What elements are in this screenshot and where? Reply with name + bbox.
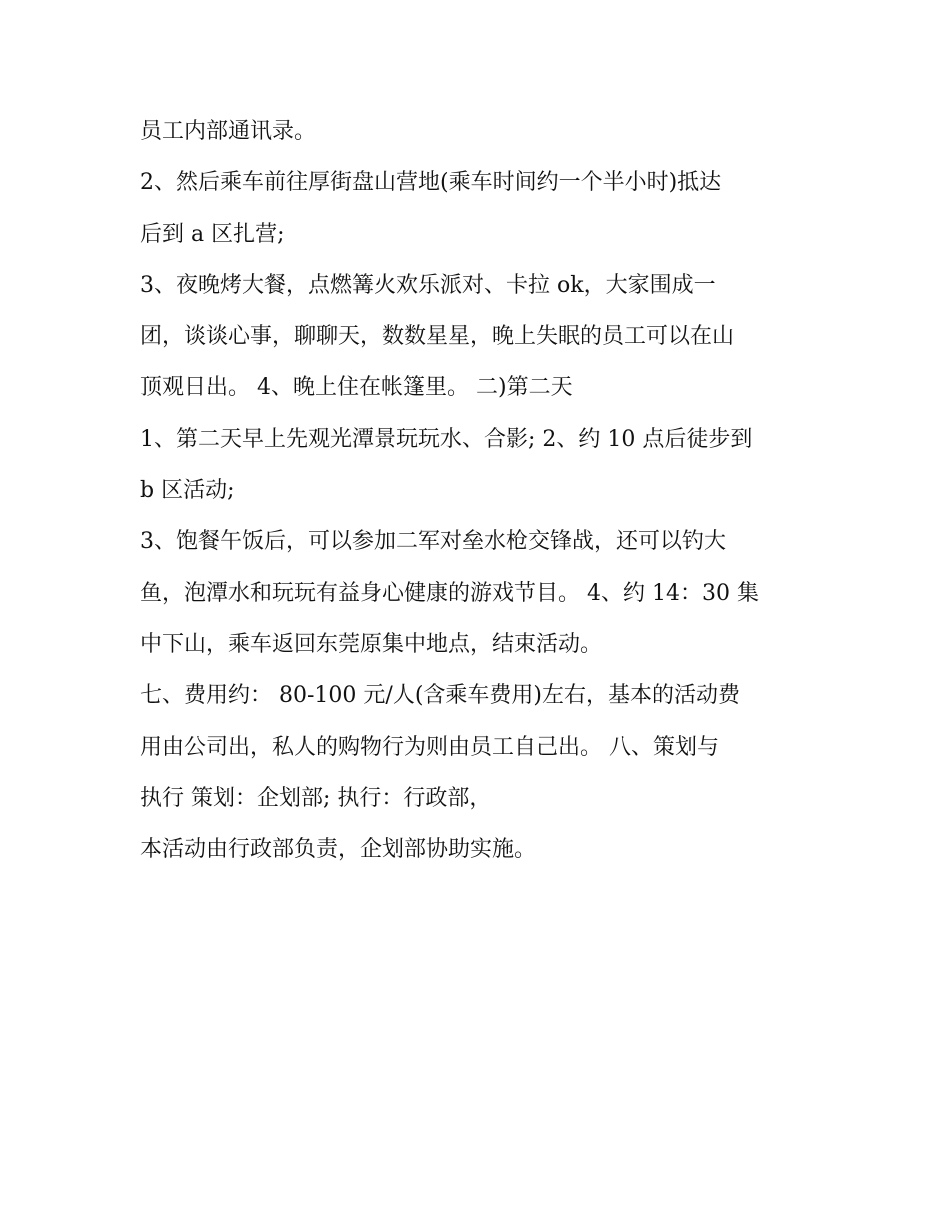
- document-body: [140, 106, 830, 875]
- text-line: 员工内部通讯录。: [140, 119, 317, 144]
- text-line: 七、费用约： 80-100 元/人(含乘车费用)左右，基本的活动费: [140, 683, 740, 709]
- text-line: 3、饱餐午饭后，可以参加二军对垒水枪交锋战，还可以钓大: [140, 529, 726, 555]
- text-line: 3、夜晚烤大餐，点燃篝火欢乐派对、卡拉 ok，大家围成一: [140, 272, 716, 298]
- text-line: b 区活动;: [140, 478, 235, 504]
- text-line: 后到 a 区扎营;: [140, 221, 285, 247]
- text-line: 顶观日出。 4、晚上住在帐篷里。 二)第二天: [140, 375, 573, 401]
- text-line: 用由公司出，私人的购物行为则由员工自己出。 八、策划与: [140, 734, 719, 760]
- text-line: 团，谈谈心事，聊聊天，数数星星，晚上失眠的员工可以在山: [140, 324, 735, 350]
- text-line: 2、然后乘车前往厚街盘山营地(乘车时间约一个半小时)抵达: [140, 170, 722, 196]
- text-line: 中下山，乘车返回东莞原集中地点，结束活动。: [140, 631, 603, 657]
- text-line: 1、第二天早上先观光潭景玩玩水、合影; 2、约 10 点后徒步到: [140, 426, 753, 452]
- text-line: 鱼，泡潭水和玩玩有益身心健康的游戏节目。 4、约 14：30 集: [140, 580, 759, 606]
- text-line: 本活动由行政部负责，企划部协助实施。: [140, 837, 537, 863]
- text-line: 执行 策划：企划部; 执行：行政部，: [140, 785, 492, 811]
